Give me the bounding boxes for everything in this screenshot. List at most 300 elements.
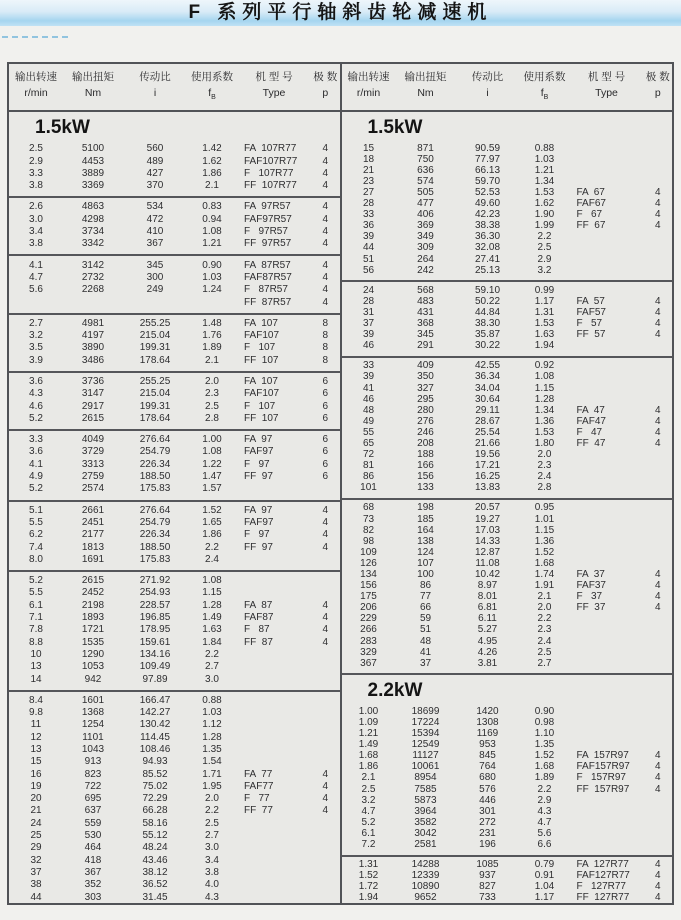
table-row <box>9 707 340 719</box>
cell-ratio: 12.87 <box>474 546 501 558</box>
cell-output-torque: 2268 <box>81 284 105 296</box>
table-row <box>342 416 673 427</box>
cell-output-speed: 5.2 <box>29 412 43 424</box>
cell-service-factor: 1.36 <box>534 415 555 427</box>
cell-output-speed: 7.8 <box>29 624 43 636</box>
cell-service-factor: 0.95 <box>534 502 555 514</box>
column-header-zh: 输出转速 <box>347 71 390 83</box>
cell-output-speed: 13 <box>30 661 42 673</box>
cell-model-type: FAF107R77 <box>244 155 298 167</box>
cell-ratio: 17.21 <box>474 460 501 472</box>
cell-poles: 4 <box>322 541 329 553</box>
table-row <box>9 238 340 250</box>
cell-poles: 4 <box>322 599 329 611</box>
table-row <box>342 296 673 307</box>
cell-output-torque: 3736 <box>81 375 105 387</box>
cell-output-torque: 59 <box>419 613 432 625</box>
cell-output-speed: 3.6 <box>29 375 43 387</box>
table-row <box>9 168 340 180</box>
table-header <box>342 64 673 112</box>
table-row <box>9 719 340 731</box>
cell-poles: 4 <box>654 329 661 341</box>
cell-output-speed: 4.9 <box>29 471 43 483</box>
column-header-unit-text: f <box>540 87 544 99</box>
cell-output-torque: 4298 <box>81 213 105 225</box>
cell-service-factor: 1.54 <box>202 756 222 768</box>
cell-poles: 6 <box>322 446 329 458</box>
cell-output-speed: 51 <box>362 253 375 265</box>
cell-service-factor: 3.8 <box>205 866 219 878</box>
cell-output-torque: 242 <box>417 264 434 276</box>
table-row <box>9 842 340 854</box>
cell-ratio: 301 <box>479 805 496 817</box>
cell-output-torque: 188 <box>417 449 434 461</box>
table-row <box>9 505 340 517</box>
cell-output-speed: 8.0 <box>29 553 43 565</box>
table-row <box>342 199 673 210</box>
cell-output-torque: 722 <box>84 780 102 792</box>
cell-output-torque: 185 <box>417 513 434 525</box>
ratio-group <box>9 500 340 570</box>
table-row <box>342 871 673 882</box>
cell-service-factor: 1.89 <box>534 772 555 784</box>
cell-ratio: 827 <box>479 881 496 893</box>
cell-model-type: FAF87R57 <box>244 271 292 283</box>
cell-service-factor: 1.15 <box>202 587 222 599</box>
cell-output-torque: 5100 <box>81 143 105 155</box>
cell-output-speed: 7.2 <box>361 838 376 850</box>
section-label-power: 1.5kW <box>35 117 90 139</box>
cell-output-speed: 101 <box>360 482 377 494</box>
cell-service-factor: 1.31 <box>534 306 555 318</box>
cell-ratio: 764 <box>479 761 496 773</box>
cell-output-torque: 10061 <box>411 761 440 773</box>
table-row <box>342 603 673 614</box>
cell-poles: 4 <box>654 415 661 427</box>
cell-poles: 4 <box>654 859 661 871</box>
cell-ratio: 231 <box>479 827 496 839</box>
cell-ratio: 52.53 <box>474 187 501 199</box>
table-row <box>9 554 340 566</box>
cell-service-factor: 1.12 <box>202 719 222 731</box>
table-row <box>9 732 340 744</box>
cell-output-torque: 418 <box>84 854 102 866</box>
cell-ratio: 576 <box>479 783 496 795</box>
cell-ratio: 55.12 <box>142 830 168 842</box>
cell-service-factor: 2.2 <box>537 231 552 243</box>
cell-service-factor: 0.98 <box>534 716 555 728</box>
cell-ratio: 272 <box>479 816 496 828</box>
cell-output-speed: 98 <box>362 535 375 547</box>
table-row <box>342 839 673 850</box>
column-header-unit <box>311 85 340 101</box>
column-header <box>9 69 63 106</box>
cell-ratio: 175.83 <box>139 483 171 495</box>
ratio-group <box>9 570 340 690</box>
cell-service-factor: 1.28 <box>534 393 555 405</box>
table-row <box>9 226 340 238</box>
table-row <box>342 221 673 232</box>
cell-output-speed: 65 <box>362 437 375 449</box>
table-half-right <box>342 64 673 903</box>
table-row <box>342 625 673 636</box>
cell-output-speed: 31 <box>362 306 375 318</box>
cell-output-torque: 291 <box>417 340 434 352</box>
cell-service-factor: 3.4 <box>205 854 219 866</box>
table-row <box>342 636 673 647</box>
cell-output-speed: 3.3 <box>29 167 43 179</box>
cell-output-torque: 350 <box>417 371 434 383</box>
cell-poles: 4 <box>654 591 661 603</box>
column-header <box>456 69 520 106</box>
cell-output-torque: 1721 <box>81 624 105 636</box>
power-section <box>9 112 340 908</box>
column-header <box>644 69 673 106</box>
cell-output-speed: 23 <box>362 175 375 187</box>
cell-service-factor: 2.8 <box>205 412 219 424</box>
cell-ratio: 276.64 <box>139 504 171 516</box>
cell-output-torque: 3342 <box>81 238 105 250</box>
cell-service-factor: 2.2 <box>205 648 219 660</box>
page-title: F 系列平行轴斜齿轮减速机 <box>188 2 493 23</box>
cell-service-factor: 0.88 <box>534 142 555 154</box>
table-row <box>342 361 673 372</box>
cell-service-factor: 1.53 <box>534 187 555 199</box>
cell-output-speed: 24 <box>362 284 375 296</box>
ratio-group <box>9 313 340 371</box>
cell-output-torque: 1813 <box>81 541 105 553</box>
cell-service-factor: 1.03 <box>202 271 222 283</box>
cell-service-factor: 1.52 <box>202 504 222 516</box>
cell-poles: 4 <box>654 761 661 773</box>
table-row <box>9 587 340 599</box>
cell-output-speed: 36 <box>362 220 375 232</box>
cell-service-factor: 3.2 <box>537 264 552 276</box>
cell-service-factor: 2.5 <box>537 646 552 658</box>
column-header-unit-sub: B <box>543 94 549 102</box>
cell-service-factor: 1.84 <box>202 636 222 648</box>
cell-service-factor: 1.53 <box>534 426 555 438</box>
cell-service-factor: 4.3 <box>537 805 552 817</box>
table-row <box>9 805 340 817</box>
cell-output-torque: 3734 <box>81 226 105 238</box>
cell-output-speed: 8.8 <box>29 636 43 648</box>
cell-service-factor: 1.08 <box>534 371 555 383</box>
cell-service-factor: 1.22 <box>202 458 222 470</box>
cell-ratio: 226.34 <box>139 529 171 541</box>
cell-service-factor: 2.0 <box>205 375 219 387</box>
cell-poles: 4 <box>322 612 329 624</box>
cell-service-factor: 2.7 <box>205 661 219 673</box>
cell-ratio: 36.30 <box>474 231 501 243</box>
cell-output-speed: 1.09 <box>358 716 379 728</box>
cell-model-type: FF 87 <box>244 636 273 648</box>
cell-service-factor: 1.74 <box>534 569 555 581</box>
table-row <box>342 828 673 839</box>
cell-ratio: 733 <box>479 892 496 904</box>
cell-model-type: FF 107 <box>244 354 279 366</box>
cell-output-torque: 2574 <box>81 483 105 495</box>
cell-ratio: 215.04 <box>139 330 171 342</box>
cell-output-torque: 3147 <box>81 388 105 400</box>
table-row <box>9 830 340 842</box>
cell-output-speed: 19 <box>30 780 42 792</box>
cell-output-speed: 6.2 <box>29 529 43 541</box>
cell-ratio: 16.25 <box>474 471 501 483</box>
cell-output-speed: 12 <box>30 731 42 743</box>
cell-model-type: F 97 <box>244 458 270 470</box>
cell-output-speed: 156 <box>360 580 377 592</box>
table-row <box>342 882 673 893</box>
cell-service-factor: 2.2 <box>537 613 552 625</box>
cell-ratio: 35.87 <box>474 329 501 341</box>
cell-service-factor: 1.49 <box>202 612 222 624</box>
cell-output-speed: 2.7 <box>29 317 43 329</box>
cell-ratio: 196.85 <box>139 612 171 624</box>
cell-output-speed: 5.1 <box>29 504 43 516</box>
cell-service-factor: 2.5 <box>537 242 552 254</box>
cell-ratio: 226.34 <box>139 458 171 470</box>
cell-poles: 4 <box>322 259 329 271</box>
cell-output-torque: 2452 <box>81 587 105 599</box>
cell-service-factor: 6.6 <box>537 838 552 850</box>
column-header-unit <box>9 85 63 101</box>
cell-model-type: FAF97R57 <box>244 213 292 225</box>
cell-service-factor: 1.47 <box>202 471 222 483</box>
cell-output-speed: 2.6 <box>29 201 43 213</box>
cell-ratio: 188.50 <box>139 471 171 483</box>
cell-model-type: FA 37 <box>576 569 605 581</box>
cell-poles: 4 <box>322 768 329 780</box>
cell-poles: 4 <box>322 284 329 296</box>
cell-output-torque: 166 <box>417 460 434 472</box>
cell-service-factor: 1.68 <box>534 557 555 569</box>
cell-ratio: 11.08 <box>475 557 500 569</box>
cell-output-torque: 51 <box>419 624 432 636</box>
table-row <box>342 232 673 243</box>
table-row <box>342 438 673 449</box>
cell-ratio: 1085 <box>476 859 499 871</box>
table-row <box>342 784 673 795</box>
cell-poles: 4 <box>322 516 329 528</box>
cell-model-type: F 97R57 <box>244 226 288 238</box>
cell-output-torque: 18699 <box>411 705 440 717</box>
table-row <box>9 624 340 636</box>
ratio-group <box>9 690 340 908</box>
cell-output-speed: 20 <box>30 793 42 805</box>
ratio-group <box>9 196 340 254</box>
cell-service-factor: 1.90 <box>534 209 555 221</box>
table-row <box>342 514 673 525</box>
cell-output-speed: 39 <box>362 329 375 341</box>
cell-output-torque: 246 <box>417 426 434 438</box>
cell-model-type: FA 97R57 <box>244 201 291 213</box>
cell-service-factor: 1.53 <box>534 318 555 330</box>
column-header-unit-text: r/min <box>24 87 48 99</box>
cell-poles: 4 <box>654 870 661 882</box>
cell-output-torque: 66 <box>419 602 432 614</box>
cell-output-speed: 39 <box>362 231 375 243</box>
table-row <box>9 793 340 805</box>
cell-ratio: 108.46 <box>139 744 171 755</box>
cell-ratio: 188.50 <box>139 541 171 553</box>
cell-model-type: FA 57 <box>576 295 605 307</box>
cell-model-type: F 107R77 <box>244 167 294 179</box>
cell-output-speed: 10 <box>30 648 42 660</box>
cell-service-factor: 2.2 <box>537 783 552 795</box>
table-row <box>9 781 340 793</box>
table-row <box>342 503 673 514</box>
cell-output-torque: 823 <box>84 768 102 780</box>
cell-ratio: 489 <box>146 155 164 167</box>
cell-output-speed: 126 <box>360 557 377 569</box>
cell-output-speed: 28 <box>362 198 375 210</box>
cell-service-factor: 2.9 <box>537 253 552 265</box>
cell-service-factor: 1.01 <box>534 513 555 525</box>
cell-service-factor: 4.3 <box>205 891 219 903</box>
table-row <box>342 187 673 198</box>
column-header-unit <box>187 85 237 106</box>
cell-poles: 6 <box>322 471 329 483</box>
cell-ratio: 19.27 <box>474 513 501 525</box>
ratio-group <box>342 855 673 908</box>
cell-ratio: 1420 <box>476 705 499 717</box>
cell-output-torque: 1691 <box>81 553 105 565</box>
cell-ratio: 27.41 <box>474 253 501 265</box>
cell-output-speed: 55 <box>362 426 375 438</box>
table-row <box>342 383 673 394</box>
cell-output-speed: 68 <box>362 502 375 514</box>
cell-ratio: 31.45 <box>142 891 168 903</box>
cell-output-torque: 3369 <box>81 180 105 192</box>
cell-ratio: 14.33 <box>474 535 501 547</box>
cell-ratio: 58.16 <box>142 817 168 829</box>
cell-model-type: FF 87R57 <box>244 296 292 308</box>
column-header <box>123 69 187 106</box>
cell-model-type: FA 47 <box>576 404 605 416</box>
cell-model-type: F 67 <box>576 209 603 221</box>
cell-service-factor: 2.5 <box>205 400 219 412</box>
cell-poles: 4 <box>322 636 329 648</box>
cell-output-speed: 8.4 <box>29 694 43 706</box>
cell-ratio: 72.29 <box>142 793 168 805</box>
cell-ratio: 42.55 <box>474 360 501 372</box>
cell-output-speed: 33 <box>362 360 375 372</box>
cell-service-factor: 1.15 <box>534 524 555 536</box>
cell-model-type: FF 77 <box>244 805 273 817</box>
cell-service-factor: 2.3 <box>205 388 219 400</box>
cell-output-torque: 3890 <box>81 342 105 354</box>
column-header <box>187 69 237 106</box>
cell-output-speed: 81 <box>362 460 375 472</box>
table-row <box>9 318 340 330</box>
cell-model-type: FA 127R77 <box>576 859 629 871</box>
cell-output-torque: 100 <box>417 569 434 581</box>
cell-ratio: 49.60 <box>474 198 501 210</box>
cell-output-torque: 4453 <box>81 155 105 167</box>
cell-output-speed: 2.5 <box>29 143 43 155</box>
cell-output-torque: 406 <box>417 209 434 221</box>
cell-ratio: 30.64 <box>474 393 501 405</box>
cell-output-speed: 3.2 <box>29 330 43 342</box>
cell-output-speed: 37 <box>362 318 375 330</box>
cell-output-torque: 107 <box>417 557 434 569</box>
cell-output-torque: 349 <box>417 231 434 243</box>
cell-poles: 4 <box>654 209 661 221</box>
cell-output-speed: 283 <box>360 635 377 647</box>
cell-output-speed: 4.1 <box>29 458 43 470</box>
section-label-power: 1.5kW <box>367 117 423 139</box>
cell-model-type: FAF97 <box>244 516 274 528</box>
column-header-zh: 传动比 <box>139 71 171 83</box>
cell-ratio: 10.42 <box>474 569 501 581</box>
cell-model-type: FA 157R97 <box>576 750 629 762</box>
cell-model-type: FA 67 <box>576 187 605 199</box>
cell-ratio: 38.30 <box>474 318 501 330</box>
cell-output-speed: 9.8 <box>29 707 43 719</box>
cell-output-speed: 72 <box>362 449 375 461</box>
table-row <box>342 569 673 580</box>
table-row <box>342 581 673 592</box>
table-row <box>9 891 340 903</box>
cell-output-torque: 48 <box>419 635 432 647</box>
ratio-group <box>342 498 673 673</box>
table-row <box>9 143 340 155</box>
cell-ratio: 29.11 <box>475 404 500 416</box>
cell-output-torque: 4981 <box>81 317 105 329</box>
table-row <box>342 461 673 472</box>
cell-ratio: 166.47 <box>139 694 171 706</box>
cell-model-type: F 157R97 <box>576 772 626 784</box>
cell-service-factor: 2.5 <box>205 817 219 829</box>
cell-output-speed: 1.68 <box>358 750 379 762</box>
power-section <box>342 673 673 908</box>
table-row <box>9 879 340 891</box>
cell-model-type: F 107 <box>244 400 276 412</box>
cell-output-speed: 4.6 <box>29 400 43 412</box>
table-row <box>342 394 673 405</box>
cell-service-factor: 2.3 <box>537 460 552 472</box>
column-header-unit-text: i <box>153 87 157 99</box>
column-header-unit <box>123 85 187 101</box>
table-row <box>9 446 340 458</box>
cell-poles: 4 <box>654 569 661 581</box>
cell-poles: 6 <box>322 412 329 424</box>
cell-ratio: 178.95 <box>139 624 171 636</box>
table-row <box>342 547 673 558</box>
cell-output-torque: 309 <box>417 242 434 254</box>
cell-ratio: 3.81 <box>477 657 498 669</box>
cell-output-torque: 3313 <box>81 458 105 470</box>
cell-service-factor: 1.52 <box>534 546 555 558</box>
cell-output-torque: 280 <box>417 404 434 416</box>
cell-ratio: 215.04 <box>139 388 171 400</box>
table-row <box>9 541 340 553</box>
cell-ratio: 6.81 <box>477 602 498 614</box>
cell-ratio: 21.66 <box>474 437 501 449</box>
cell-output-speed: 4.7 <box>361 805 376 817</box>
cell-output-torque: 164 <box>417 524 434 536</box>
cell-model-type: FF 157R97 <box>576 783 630 795</box>
cell-model-type: FF 67 <box>576 220 606 232</box>
cell-service-factor: 2.0 <box>537 602 552 614</box>
cell-output-torque: 464 <box>84 842 102 854</box>
cell-output-speed: 175 <box>360 591 377 603</box>
cell-ratio: 36.34 <box>474 371 501 383</box>
cell-ratio: 199.31 <box>139 342 171 354</box>
cell-output-torque: 369 <box>417 220 434 232</box>
cell-service-factor: 1.24 <box>202 284 222 296</box>
